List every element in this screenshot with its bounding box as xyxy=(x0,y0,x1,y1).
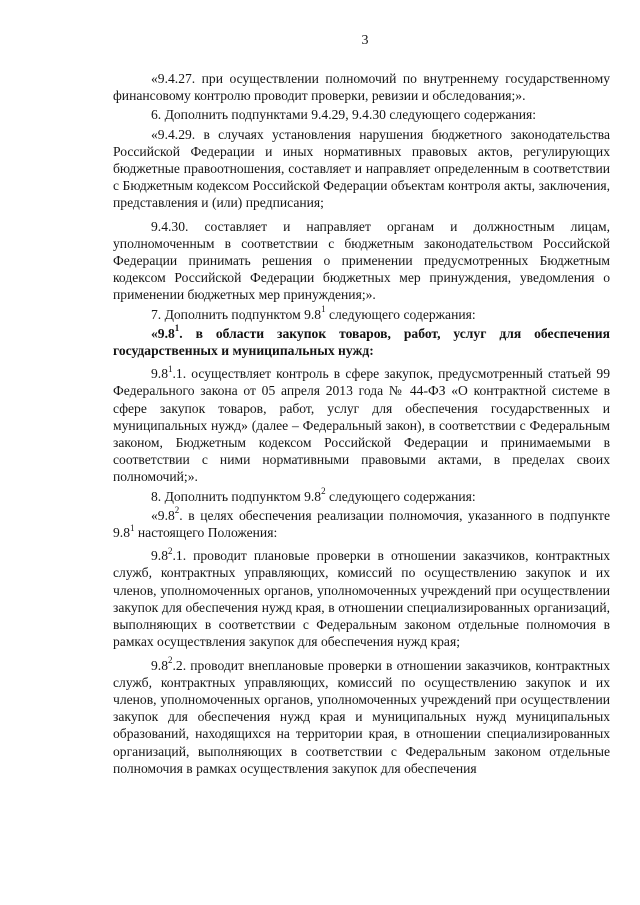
item-9-8-2-1-text: .1. проводит плановые проверки в отношении заказчиков, контрактных служб, контрактных управляющих, комиссий по осуществлению закупок и их членов, уполномоченных органов, уполномоченных учреждений при осуществлении закупок для обеспечения нужд края, в отношении специализированных организаций, выполняющих в соответствии с Федеральным законом отдельные полномочия в рамках осуществления закупок для обеспечения нужд края; xyxy=(113,548,610,650)
paragraph-9-4-27: «9.4.27. при осуществлении полномочий по внутреннему государственному финансовому контролю проводит проверки, ревизии и обследования;». xyxy=(113,71,610,104)
item-9-8-2-text: . в целях обеспечения реализации полномочия, указанного в подпункте 9.8 xyxy=(113,507,610,541)
paragraph-9-8-2-2 xyxy=(113,654,610,777)
document-body xyxy=(113,70,610,777)
item-9-8-2-number: «9.8 xyxy=(151,507,175,523)
item-8-text-end: следующего содержания: xyxy=(325,488,476,504)
heading-text-end: . в области закупок товаров, работ, услуг для обеспечения государственных и муниципальных нужд: xyxy=(113,325,610,359)
item-8-text-start: 8. Дополнить подпунктом 9.8 xyxy=(151,488,322,504)
item-9-8-2-reference-superscript: 1 xyxy=(130,522,135,533)
item-9-8-2-superscript: 2 xyxy=(174,505,180,516)
paragraph-9-4-30: 9.4.30. составляет и направляет органам и должностным лицам, уполномоченным в соответствии с бюджетным законодательством Российской Федерации принимать решения о применении предусмотренных Бюджетным кодексом Российской Федерации бюджетных мер принуждения, уведомления о применении бюджетных мер принуждения;». xyxy=(113,218,610,303)
paragraph-9-8-1-heading xyxy=(113,325,610,359)
item-9-8-2-text-end: настоящего Положения: xyxy=(134,525,278,541)
paragraph-item-8 xyxy=(113,488,610,505)
item-8-superscript: 2 xyxy=(321,486,326,497)
paragraph-9-8-1-1 xyxy=(113,365,610,485)
paragraph-item-7 xyxy=(113,306,610,323)
heading-superscript: 1 xyxy=(174,323,180,334)
paragraph-9-8-2 xyxy=(113,507,610,541)
item-9-8-1-1-text: .1. осуществляет контроль в сфере закупок, предусмотренный статьей 99 Федерального закона от 05 апреля 2013 года № 44-ФЗ «О контрактной системе в сфере закупок товаров, работ, услуг для обеспечения государственных и муниципальных нужд» (далее – Федеральный закон), в соответствии с Федеральным законом, Бюджетным кодексом Российской Федерации и принимаемыми в соответствии с ними нормативными правовыми актами, в пределах своих полномочий;». xyxy=(113,366,610,485)
paragraph-9-4-29: «9.4.29. в случаях установления нарушения бюджетного законодательства Российской Федерации и иных нормативных правовых актов, регулирующих бюджетные правоотношения, составляет и направляет определенным в соответствии с Бюджетным кодексом Российской Федерации объектам контроля акты, заключения, представления и (или) предписания; xyxy=(113,126,610,211)
item-9-8-2-1-superscript: 2 xyxy=(168,545,173,556)
item-9-8-1-1-superscript: 1 xyxy=(168,363,173,374)
item-7-superscript: 1 xyxy=(321,304,326,315)
item-9-8-2-2-text: .2. проводит внеплановые проверки в отношении заказчиков, контрактных служб, контрактных управляющих, комиссий по осуществлению закупок и их членов, уполномоченных органов, уполномоченных учреждений при осуществлении закупок для обеспечения нужд края и муниципальных нужд муниципальных образований, находящихся на территории края, в отношении специализированных организаций, выполняющих в соответствии с Федеральным законом отдельные полномочия в рамках осуществления закупок для обеспечения xyxy=(113,657,610,776)
item-7-text-end: следующего содержания: xyxy=(325,306,476,322)
item-9-8-2-1-number: 9.8 xyxy=(151,548,168,564)
paragraph-9-8-2-1 xyxy=(113,547,610,650)
paragraph-item-6: 6. Дополнить подпунктами 9.4.29, 9.4.30 следующего содержания: xyxy=(151,107,537,123)
item-9-8-2-2-number: 9.8 xyxy=(151,657,168,673)
page-number: 3 xyxy=(361,33,369,48)
heading-text-start: «9.8 xyxy=(151,325,175,341)
item-9-8-1-1-number: 9.8 xyxy=(151,366,168,382)
item-7-text-start: 7. Дополнить подпунктом 9.8 xyxy=(151,306,322,322)
item-9-8-2-2-superscript: 2 xyxy=(168,654,173,665)
